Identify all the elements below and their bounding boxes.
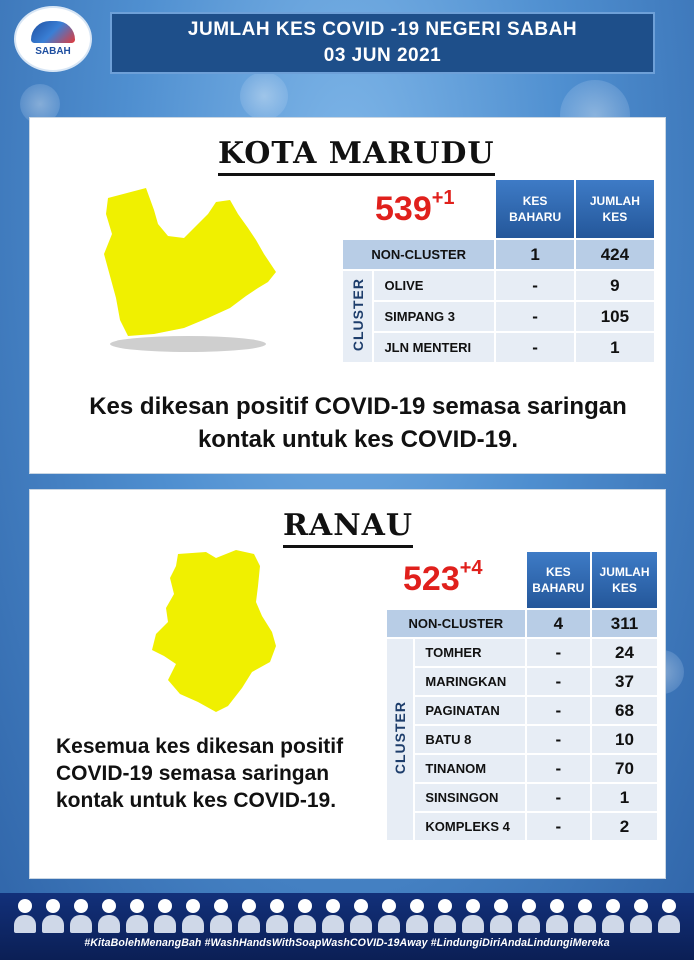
table-row — [387, 726, 657, 753]
frontliner-figure-icon — [210, 899, 232, 933]
frontliner-figure-icon — [630, 899, 652, 933]
frontliner-figure-icon — [490, 899, 512, 933]
column-header-new: KES BAHARU — [496, 180, 573, 238]
kota-marudu-map — [98, 184, 288, 359]
row-new: - — [496, 302, 573, 331]
row-new: - — [527, 639, 590, 666]
frontliner-figure-icon — [546, 899, 568, 933]
sabah-logo — [14, 6, 92, 72]
frontliner-figure-icon — [238, 899, 260, 933]
title-date: 03 JUN 2021 — [323, 45, 442, 66]
frontliner-figure-icon — [574, 899, 596, 933]
row-label: JLN MENTERI — [374, 333, 494, 362]
title-line-1: JUMLAH KES COVID -19 NEGERI SABAH — [187, 19, 578, 40]
row-total: 1 — [576, 333, 654, 362]
frontliner-figure-icon — [350, 899, 372, 933]
table-row — [387, 813, 657, 840]
total-increase: +4 — [459, 556, 483, 579]
row-new: - — [527, 813, 590, 840]
column-header-total: JUMLAH KES — [576, 180, 654, 238]
table-row — [387, 639, 657, 666]
row-total: 24 — [592, 639, 657, 666]
total-value: 539 — [375, 190, 432, 228]
frontliner-figure-icon — [462, 899, 484, 933]
district-title: KOTA MARUDU — [218, 136, 495, 176]
sabah-logo-icon — [31, 21, 75, 43]
row-label: BATU 8 — [415, 726, 524, 753]
row-label: MARINGKAN — [415, 668, 524, 695]
row-new: - — [496, 271, 573, 300]
frontliner-figure-icon — [182, 899, 204, 933]
row-label: SINSINGON — [415, 784, 524, 811]
table-row — [387, 668, 657, 695]
frontliner-row — [14, 899, 680, 935]
frontliner-figure-icon — [294, 899, 316, 933]
column-header-new: KES BAHARU — [527, 552, 590, 608]
row-total: 70 — [592, 755, 657, 782]
frontliner-figure-icon — [518, 899, 540, 933]
row-new: 4 — [527, 610, 590, 637]
row-new: - — [527, 726, 590, 753]
logo-text: SABAH — [35, 46, 71, 57]
cluster-label: CLUSTER — [387, 639, 413, 840]
row-label: NON-CLUSTER — [387, 610, 525, 637]
row-total: 9 — [576, 271, 654, 300]
row-total: 105 — [576, 302, 654, 331]
kota-marudu-note: Kes dikesan positif COVID-19 semasa saringan kontak untuk kes COVID-19. — [89, 393, 627, 453]
ranau-map — [146, 546, 282, 714]
frontliner-figure-icon — [378, 899, 400, 933]
virus-decoration — [240, 72, 288, 120]
row-label: KOMPLEKS 4 — [415, 813, 524, 840]
table-row — [343, 240, 654, 269]
hashtags: #KitaBolehMenangBah #WashHandsWithSoapWashCOVID-19Away #LindungiDiriAndaLindungiMereka — [84, 937, 610, 949]
table-row — [387, 755, 657, 782]
row-total: 311 — [592, 610, 657, 637]
table-row — [343, 302, 654, 331]
row-total: 424 — [576, 240, 654, 269]
footer-banner — [0, 893, 694, 960]
row-new: 1 — [496, 240, 573, 269]
row-label: NON-CLUSTER — [343, 240, 494, 269]
frontliner-figure-icon — [154, 899, 176, 933]
row-new: - — [527, 668, 590, 695]
ranau-table — [385, 550, 659, 842]
frontliner-figure-icon — [126, 899, 148, 933]
row-label: TINANOM — [415, 755, 524, 782]
row-total: 2 — [592, 813, 657, 840]
page-title — [110, 12, 655, 74]
row-total: 10 — [592, 726, 657, 753]
district-title: RANAU — [283, 508, 413, 548]
ranau-card — [29, 489, 666, 879]
kota-marudu-table — [341, 178, 656, 364]
frontliner-figure-icon — [70, 899, 92, 933]
table-row — [387, 784, 657, 811]
frontliner-figure-icon — [658, 899, 680, 933]
row-label: SIMPANG 3 — [374, 302, 494, 331]
row-new: - — [496, 333, 573, 362]
frontliner-figure-icon — [322, 899, 344, 933]
row-label: TOMHER — [415, 639, 524, 666]
kota-marudu-card — [29, 117, 666, 474]
row-label: PAGINATAN — [415, 697, 524, 724]
row-new: - — [527, 755, 590, 782]
frontliner-figure-icon — [266, 899, 288, 933]
row-total: 68 — [592, 697, 657, 724]
row-new: - — [527, 784, 590, 811]
frontliner-figure-icon — [602, 899, 624, 933]
total-value: 523 — [403, 560, 460, 598]
frontliner-figure-icon — [42, 899, 64, 933]
row-total: 1 — [592, 784, 657, 811]
table-row — [387, 697, 657, 724]
row-total: 37 — [592, 668, 657, 695]
table-row — [387, 610, 657, 637]
total-increase: +1 — [431, 186, 455, 209]
ranau-note: Kesemua kes dikesan positif COVID-19 semasa saringan kontak untuk kes COVID-19. — [56, 735, 344, 812]
column-header-total: JUMLAH KES — [592, 552, 657, 608]
frontliner-figure-icon — [98, 899, 120, 933]
row-label: OLIVE — [374, 271, 494, 300]
row-new: - — [527, 697, 590, 724]
frontliner-figure-icon — [14, 899, 36, 933]
frontliner-figure-icon — [434, 899, 456, 933]
frontliner-figure-icon — [406, 899, 428, 933]
table-row — [343, 333, 654, 362]
cluster-label: CLUSTER — [343, 271, 372, 362]
table-row — [343, 271, 654, 300]
